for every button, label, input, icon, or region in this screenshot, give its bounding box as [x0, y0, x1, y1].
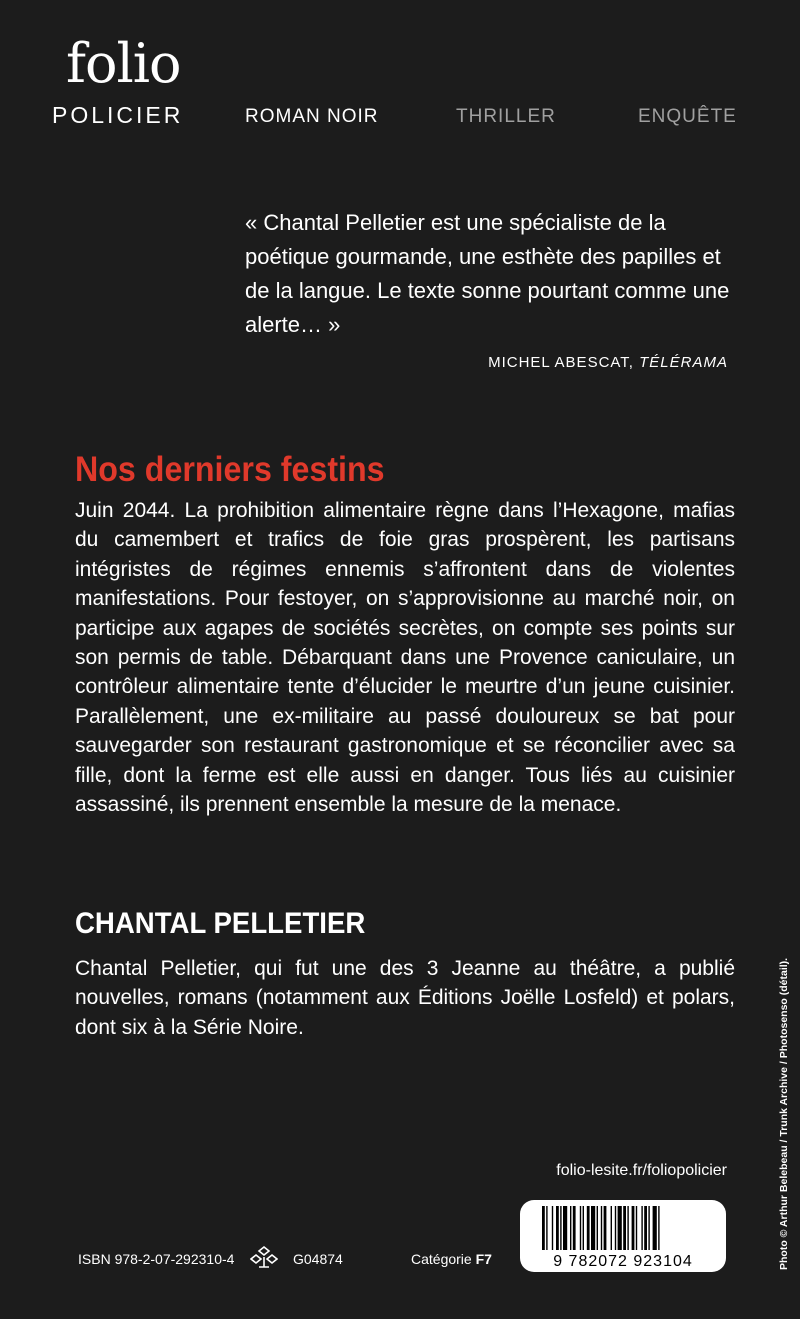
- genre-enquete: ENQUÊTE: [638, 106, 737, 127]
- barcode-bar: [583, 1206, 584, 1250]
- genre-roman-noir: ROMAN NOIR: [245, 106, 379, 127]
- barcode-bar: [580, 1206, 581, 1250]
- category-label: Catégorie: [411, 1251, 472, 1267]
- barcode-bar: [570, 1206, 571, 1250]
- book-synopsis: Juin 2044. La prohibition alimentaire règne dans l’Hexagone, mafias du camembert et trafics de foie gras prospèrent, les partisans intégristes de régimes ennemis s’affrontent dans de violentes manifestations. Pour festoyer, on s’approvisionne au marché noir, on participe aux agapes de sociétés secrètes, on compte ses points sur son permis de table. Débarquant dans une Provence caniculaire, un contrôleur alimentaire tente d’élucider le meurtre d’un jeune cuisinier. Parallèlement, une ex-militaire au passé douloureux se bat pour sauvegarder son restaurant gastronomique et se réconcilier avec sa fille, dont la ferme est elle aussi en danger. Tous liés au cuisinier assassiné, ils prennent ensemble la mesure de la menace.: [75, 499, 735, 817]
- quote-attribution: [488, 354, 728, 371]
- website-link[interactable]: folio-lesite.fr/foliopolicier: [556, 1162, 727, 1179]
- barcode-bar: [601, 1206, 602, 1250]
- press-quote: « Chantal Pelletier est une spécialiste de la poétique gourmande, une esthète des papilles et de la langue. Le texte sonne pourtant comme une alerte… »: [245, 210, 730, 337]
- photo-credit: Photo © Arthur Belebeau / Trunk Archive / Photosenso (détail).: [778, 957, 790, 1270]
- barcode-icon: [520, 1200, 726, 1272]
- barcode-bar: [556, 1206, 559, 1250]
- isbn: ISBN 978-2-07-292310-4: [78, 1251, 235, 1267]
- barcode-bar: [636, 1206, 637, 1250]
- barcode-bar: [604, 1206, 607, 1250]
- barcode: [520, 1200, 726, 1272]
- folio-policier-label: POLICIER: [52, 102, 184, 128]
- barcode-bar: [632, 1206, 635, 1250]
- barcode-bar: [587, 1206, 590, 1250]
- barcode-bar: [653, 1206, 657, 1250]
- barcode-bar: [552, 1206, 553, 1250]
- book-title: Nos derniers festins: [75, 450, 385, 489]
- barcode-bar: [641, 1206, 642, 1250]
- category: [411, 1251, 492, 1267]
- author-name: CHANTAL PELLETIER: [75, 907, 366, 940]
- barcode-number: 9 782072 923104: [553, 1253, 693, 1270]
- barcode-bar: [591, 1206, 595, 1250]
- author-bio: Chantal Pelletier, qui fut une des 3 Jeanne au théâtre, a publié nouvelles, romans (notamment aux Éditions Joëlle Losfeld) et polars, dont six à la Série Noire.: [75, 957, 735, 1039]
- barcode-bar: [615, 1206, 616, 1250]
- barcode-bar: [546, 1206, 547, 1250]
- barcode-bar: [597, 1206, 598, 1250]
- barcode-bar: [658, 1206, 659, 1250]
- category-value: F7: [475, 1251, 492, 1267]
- barcode-bar: [618, 1206, 622, 1250]
- quote-source: TÉLÉRAMA: [639, 354, 728, 371]
- barcode-bar: [542, 1206, 545, 1250]
- barcode-bar: [563, 1206, 567, 1250]
- seal-emblem-icon: [250, 1245, 278, 1273]
- quote-author: MICHEL ABESCAT,: [488, 354, 634, 371]
- barcode-bar: [560, 1206, 561, 1250]
- barcode-bar: [623, 1206, 626, 1250]
- barcode-bar: [611, 1206, 612, 1250]
- barcode-bar: [648, 1206, 649, 1250]
- barcode-bar: [573, 1206, 576, 1250]
- barcode-bar: [644, 1206, 647, 1250]
- barcode-bar: [627, 1206, 628, 1250]
- folio-logo: folio: [66, 32, 181, 95]
- genre-thriller: THRILLER: [456, 106, 556, 127]
- internal-code: G04874: [293, 1251, 343, 1267]
